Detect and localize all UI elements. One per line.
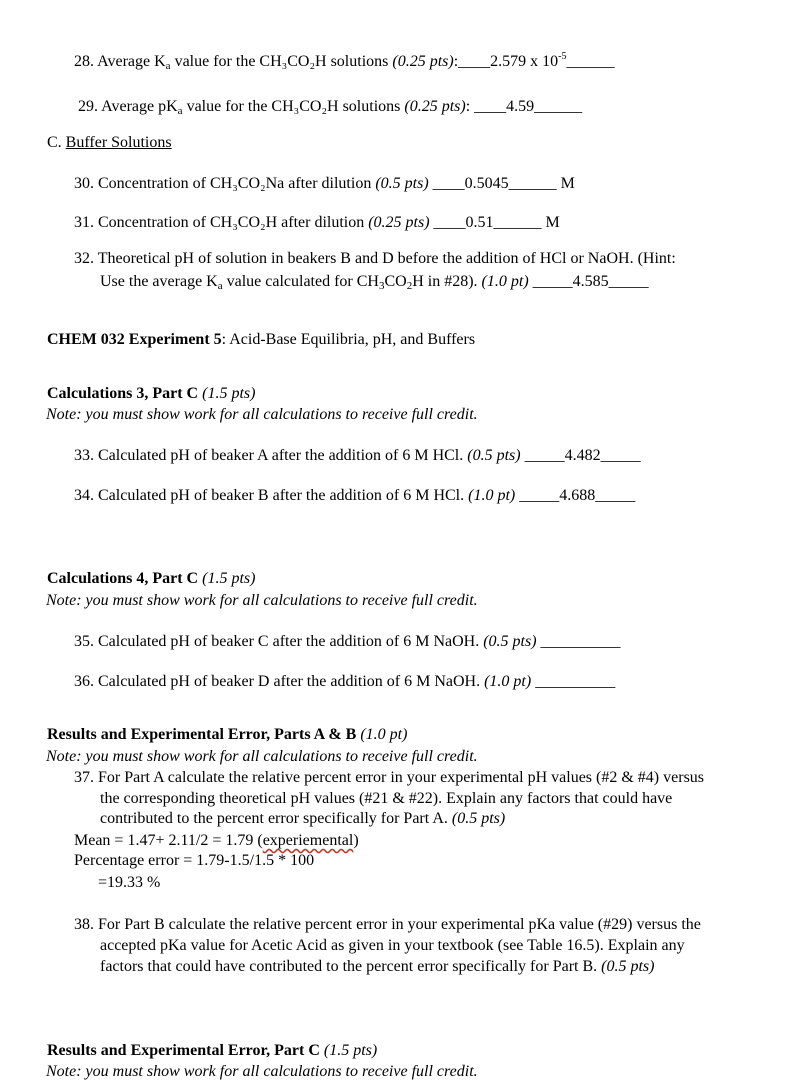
- question-38-line-3: factors that could have contributed to the percent error specifically for Part B. (0.5 pts): [100, 958, 655, 975]
- question-38-line-1: 38. For Part B calculate the relative percent error in your experimental pKa value (#29) versus the: [74, 916, 701, 933]
- results-ab-title: Results and Experimental Error, Parts A & B (1.0 pt): [47, 726, 408, 743]
- results-c-note: Note: you must show work for all calculations to receive full credit.: [46, 1063, 478, 1080]
- calc3-note: Note: you must show work for all calculations to receive full credit.: [46, 406, 478, 423]
- answer-28: 2.579 x 10: [490, 53, 559, 70]
- results-ab-note: Note: you must show work for all calculations to receive full credit.: [46, 748, 478, 765]
- question-32-line-2: Use the average $K_a$ value calculated for $CH_3CO_2H$ in #28). (1.0 pt) _____4.585_____: [100, 273, 649, 292]
- question-33: 33. Calculated pH of beaker A after the addition of 6 M HCl. (0.5 pts) _____4.482_____: [74, 447, 641, 464]
- work-mean: Mean = 1.47+ 2.11/2 = 1.79 (experiemental): [74, 832, 359, 849]
- question-38-line-2: accepted pKa value for Acetic Acid as given in your textbook (see Table 16.5). Explain any: [100, 937, 685, 954]
- answer-34: 4.688: [559, 487, 596, 504]
- question-34: 34. Calculated pH of beaker B after the addition of 6 M HCl. (1.0 pt) _____4.688_____: [74, 487, 636, 504]
- answer-31: 0.51: [465, 214, 494, 231]
- calc3-title: Calculations 3, Part C (1.5 pts): [47, 385, 256, 402]
- answer-29: 4.59: [506, 98, 535, 115]
- work-result: =19.33 %: [98, 874, 161, 891]
- answer-32: 4.585: [572, 273, 609, 290]
- work-percentage: Percentage error = 1.79-1.5/1.5 * 100: [74, 852, 315, 869]
- question-36: 36. Calculated pH of beaker D after the addition of 6 M NaOH. (1.0 pt) __________: [74, 673, 616, 690]
- question-30: 30. Concentration of CH₃CO₂Na after dilution (0.5 pts) ____0.5045______ M: [74, 175, 575, 192]
- question-35: 35. Calculated pH of beaker C after the addition of 6 M NaOH. (0.5 pts) __________: [74, 633, 621, 650]
- question-37-line-2: the corresponding theoretical pH values (#21 & #22). Explain any factors that could have: [100, 790, 673, 807]
- question-28: 28. Average $K_a$ value for the CH₃CO₂H solutions (0.25 pts):____2.579 x $10^{-5}\_\_\_\_\_\_$: [74, 51, 615, 72]
- calc4-title: Calculations 4, Part C (1.5 pts): [47, 570, 256, 587]
- section-c-heading: C. Buffer Solutions: [47, 134, 172, 151]
- answer-30: 0.5045: [464, 175, 509, 192]
- results-c-title: Results and Experimental Error, Part C (1.5 pts): [47, 1042, 378, 1059]
- question-37-line-1: 37. For Part A calculate the relative percent error in your experimental pH values (#2 & #4) versus: [74, 769, 705, 786]
- answer-33: 4.482: [564, 447, 601, 464]
- question-37-line-3: contributed to the percent error specifically for Part A. (0.5 pts): [100, 810, 506, 827]
- question-29: 29. Average $pK_a$ value for the CH₃CO₂H solutions (0.25 pts): ____4.59______: [78, 98, 583, 117]
- question-32-line-1: 32. Theoretical pH of solution in beakers B and D before the addition of HCl or NaOH. (Hint:: [74, 250, 676, 267]
- experiment-header: CHEM 032 Experiment 5: Acid-Base Equilibria, pH, and Buffers: [47, 331, 476, 348]
- calc4-note: Note: you must show work for all calculations to receive full credit.: [46, 592, 478, 609]
- misspelled-word: experiemental: [262, 832, 354, 849]
- question-31: 31. Concentration of CH₃CO₂H after dilution (0.25 pts) ____0.51______ M: [74, 214, 560, 231]
